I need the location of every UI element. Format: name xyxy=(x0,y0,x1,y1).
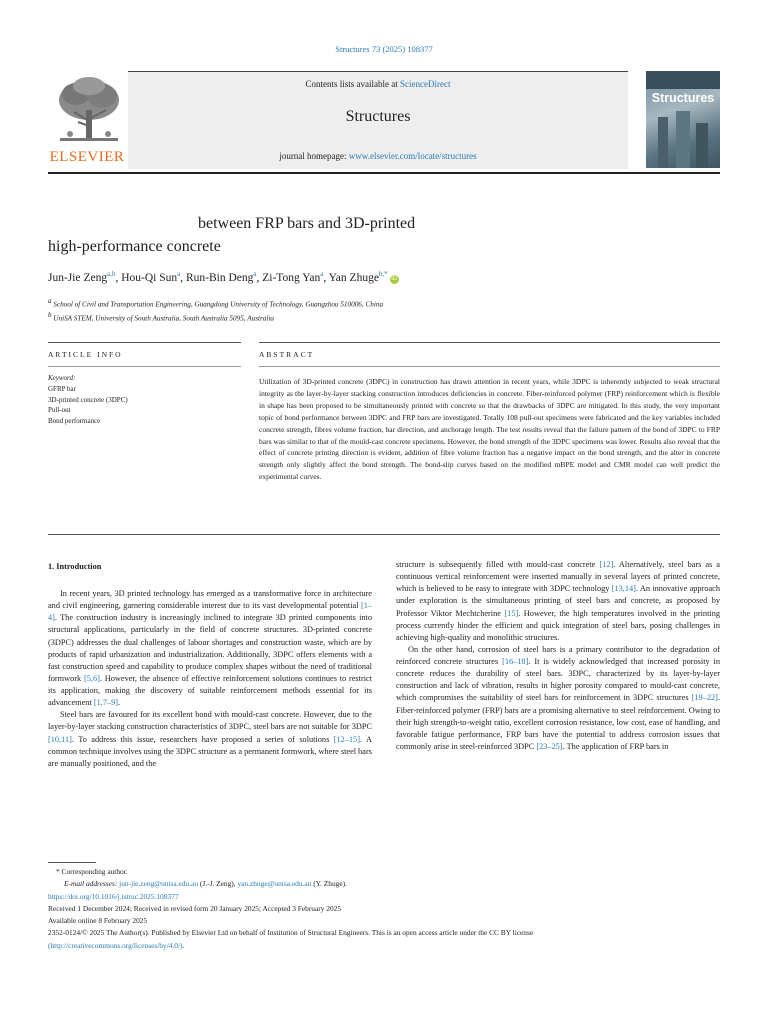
abstract-bottom-rule xyxy=(48,534,720,535)
citation-link[interactable]: [15] xyxy=(504,608,519,618)
body-text-run: On the other hand, corrosion of steel bars is a primary contributor to the degradation of reinforced concrete structures xyxy=(396,644,720,666)
body-text-run: . The application of FRP bars in xyxy=(562,741,669,751)
author-affil-sup[interactable]: a xyxy=(320,270,324,278)
contents-available-line xyxy=(128,79,628,89)
available-online-date: Available online 8 February 2025 xyxy=(48,916,148,926)
body-text-run: In recent years, 3D printed technology has emerged as a transformative force in architecture and civil engineering, garnering considerable interest due to its vast developmental potential xyxy=(48,589,372,611)
affiliation-line xyxy=(48,310,708,324)
email-owner: (Y. Zhuge). xyxy=(311,879,347,889)
license-link[interactable]: (http://creativecommons.org/licenses/by/4.0/) xyxy=(48,940,183,950)
license-end: . xyxy=(182,940,185,950)
abstract-subrule xyxy=(259,366,720,367)
keyword-item: 3D-printed concrete (3DPC) xyxy=(48,395,128,404)
contents-prefix: Contents lists available at xyxy=(305,79,400,89)
author-affil-sup[interactable]: a xyxy=(253,270,257,278)
homepage-link[interactable]: www.elsevier.com/locate/structures xyxy=(348,151,477,161)
author-list: Jun-Jie Zeng$^{a,b}$, Hou-Qi Sun$^a$, Run-Bin Deng$^a$, Zi-Tong Yan$^a$, Yan Zhuge$^{b,*}$iD xyxy=(48,270,397,284)
affiliation-sup: a xyxy=(48,297,52,305)
body-text-run: . It is widely acknowledged that increased porosity in concrete reduces the durability of steel bars. 3DPC, characterized by its layer-by-layer construction and lack of vibration, results in higher porosity compared to mould-cast concrete, which compromises the suitability of steel bars for reinforcement in 3DPC structures xyxy=(396,657,720,703)
affiliation-text: School of Civil and Transportation Engineering, Guangdong University of Technology, Guangzhou 510006, China xyxy=(53,300,384,309)
email-label: E-mail addresses: xyxy=(64,879,118,889)
body-text-run: structure is subsequently filled with mould-cast concrete xyxy=(396,560,600,569)
keywords-block xyxy=(48,373,238,427)
journal-homepage-line xyxy=(128,151,628,161)
elsevier-tree-logo xyxy=(54,76,124,146)
citation-link[interactable]: [12] xyxy=(599,560,614,569)
body-text-run: . Fiber-reinforced polymer (FRP) bars are a promising alternative to steel reinforcement. Owing to their high strength-to-weight ratio, excellent corrosion resistance, low cost, ease of handling, and favorable fatigue performance, FRP bars have the potential to address corrosion issues that commonly arise in steel-reinforced 3DPC xyxy=(396,693,720,751)
body-text-run: . However, the high temperatures involved in the printing process currently hinder the efficient and quick integration of steel bars, posing challenges in achieving high-quality and monolithic structures. xyxy=(396,608,720,642)
keywords-label: Keyword: xyxy=(48,374,76,382)
abstract-heading: ABSTRACT xyxy=(259,350,315,359)
citation-link[interactable]: [1,7–9] xyxy=(93,698,119,708)
body-paragraph xyxy=(48,588,372,709)
author-name[interactable]: Yan Zhuge xyxy=(328,271,379,284)
author-affil-sup[interactable]: a,b xyxy=(107,270,116,278)
body-text-run: Steel bars are favoured for its excellent bond with mould-cast concrete. However, due to the layer-by-layer stacking construction characteristics of 3DPC, steel bars are not suitable for 3DPC xyxy=(48,710,372,732)
affiliation-sup: b xyxy=(48,311,52,320)
email-line xyxy=(48,878,720,890)
title-line-1: between FRP bars and 3D-printed xyxy=(198,215,416,232)
header-divider xyxy=(48,172,720,174)
author-name[interactable]: Hou-Qi Sun xyxy=(121,271,178,284)
corresponding-author-note: * Corresponding author. xyxy=(56,867,128,876)
homepage-prefix: journal homepage: xyxy=(279,151,349,161)
body-text-run: . To address this issue, researchers have proposed a series of solutions xyxy=(71,734,334,744)
cover-title: Structures xyxy=(651,91,715,105)
email-link[interactable]: yan.zhuge@unisa.edu.au xyxy=(237,879,312,889)
title-line-2: high-performance concrete xyxy=(48,238,221,255)
affiliation-line xyxy=(48,296,708,310)
author-affil-sup[interactable]: a xyxy=(177,270,181,278)
email-link[interactable]: jun-jie.zeng@unisa.edu.au xyxy=(119,879,199,889)
section-heading-introduction: 1. Introduction xyxy=(48,562,102,571)
elsevier-logo[interactable] xyxy=(48,76,126,168)
email-owner: (J.-J. Zeng), xyxy=(198,879,238,889)
author-affil-sup[interactable]: b,* xyxy=(378,270,388,278)
citation-link[interactable]: [5,6] xyxy=(83,673,100,683)
citation-link[interactable]: [1–4] xyxy=(48,601,372,623)
sciencedirect-link[interactable]: ScienceDirect xyxy=(400,79,451,89)
journal-title: Structures xyxy=(345,108,411,125)
citation-link[interactable]: [13,14] xyxy=(611,584,636,594)
body-paragraph xyxy=(396,644,720,753)
article-info-subrule xyxy=(48,366,241,367)
body-text-run: . An innovative approach under exploration is the simultaneous printing of steel bars and concrete, as proposed by Professor Viktor Mechtcherine xyxy=(396,584,721,618)
cover-building-shape xyxy=(658,117,668,168)
journal-reference[interactable]: Structures 73 (2025) 108377 xyxy=(335,44,433,54)
orcid-icon[interactable]: iD xyxy=(391,275,397,282)
license-link-line xyxy=(48,940,720,952)
footnotes xyxy=(48,866,720,952)
received-dates: Received 1 December 2024; Received in revised form 20 January 2025; Accepted 3 February 2025 xyxy=(48,903,342,913)
body-text-run: . However, the absence of effective reinforcement solutions continues to restrict its application, making the discovery of suitable reinforcement methods essential for its advancement xyxy=(48,673,372,708)
journal-cover-image[interactable] xyxy=(646,71,720,168)
keyword-item: Bond performance xyxy=(48,417,101,426)
license-statement: 2352-0124/© 2025 The Author(s). Published by Elsevier Ltd on behalf of Institution of Structural Engineers. This is an open access article under the CC BY license xyxy=(48,928,534,938)
body-column-right xyxy=(396,559,720,753)
citation-link[interactable]: [12–15] xyxy=(333,734,360,744)
affiliation-text: UniSA STEM, University of South Australia, South Australia 5095, Australia xyxy=(53,314,274,323)
article-info-heading: ARTICLE INFO xyxy=(48,350,123,359)
cover-building-shape xyxy=(676,111,690,168)
elsevier-wordmark: ELSEVIER xyxy=(49,149,125,165)
cover-top-bar xyxy=(646,71,720,89)
cover-building-shape xyxy=(696,123,708,168)
citation-link[interactable]: [23–25] xyxy=(536,741,563,751)
abstract-text: Utilization of 3D-printed concrete (3DPC) in construction has drawn attention in recent years, while 3DPC is inherently subjected to weak structural integrity as the layer-by-layer stacking construction introduces deficiencies in concrete. Fiber-reinforced polymer (FRP) reinforcement which is flexible in shape has been proposed to be simultaneously printed with concrete so that the drawbacks of 3DPC are mitigated. In this study, the very important topic of bond performance between 3DPC and FRP bars are investigated. Totally 108 pull-out specimens were fabricated and the key variables included concrete strength, fibres volume fraction, bar direction, and anchorage length. The test results reveal that the failure pattern of the bond of 3DPC to FRP bars was similar to that of the mould-cast concrete specimens. However, the bond strength of the 3DPC specimens was lower. Results also reveal that the effect of concrete printing direction is evident, addition of fibre volume fraction has a negative impact on the bond strength, and the alter in concrete strength only slightly affect the bond strength. The bond-slip curves based on the modified mBPE model and CMR model can well predict the experimental curves. xyxy=(259,377,720,482)
author-name[interactable]: Zi-Tong Yan xyxy=(262,271,321,284)
author-name[interactable]: Run-Bin Deng xyxy=(185,271,254,284)
footnote-rule xyxy=(48,862,96,863)
citation-link[interactable]: [19–22] xyxy=(691,693,718,703)
article-info-rule xyxy=(48,342,241,343)
body-text-run: . A common technique involves using the 3DPC structure as a permanent formwork, where steel bars are manually positioned, and the xyxy=(48,734,372,768)
citation-link[interactable]: [10,11] xyxy=(48,734,72,744)
body-text-run: . Alternatively, steel bars as a continuous vertical reinforcement were inserted manually in several layers of printed concrete, which is believed to be easy to integrate with 3DPC technology xyxy=(396,560,720,594)
body-column-left xyxy=(48,588,372,770)
keyword-item: GFRP bar xyxy=(48,384,76,393)
body-paragraph xyxy=(48,709,372,770)
citation-link[interactable]: [16–18] xyxy=(502,657,529,666)
body-text-run: . The construction industry is increasingly inclined to integrate 3D printed components into structural applications, particularly in the field of concrete structures. 3D-printed concrete (3DPC) addresses the dual challenges of labour shortages and construction waste, which are by products of rapid urbanization and industrialization. Additionally, 3DPC offers elements with a fast construction speed and capability to produce complex shapes without the need of traditional formwork xyxy=(48,613,372,683)
keyword-item: Pull-out xyxy=(48,406,71,415)
body-text-run: . xyxy=(118,698,121,708)
doi-link[interactable]: https://doi.org/10.1016/j.istruc.2025.108377 xyxy=(48,891,179,901)
paper-title xyxy=(48,212,608,258)
body-paragraph xyxy=(396,559,720,644)
author-name[interactable]: Jun-Jie Zeng xyxy=(48,271,108,284)
affiliations xyxy=(48,296,708,325)
abstract-rule xyxy=(259,342,720,343)
